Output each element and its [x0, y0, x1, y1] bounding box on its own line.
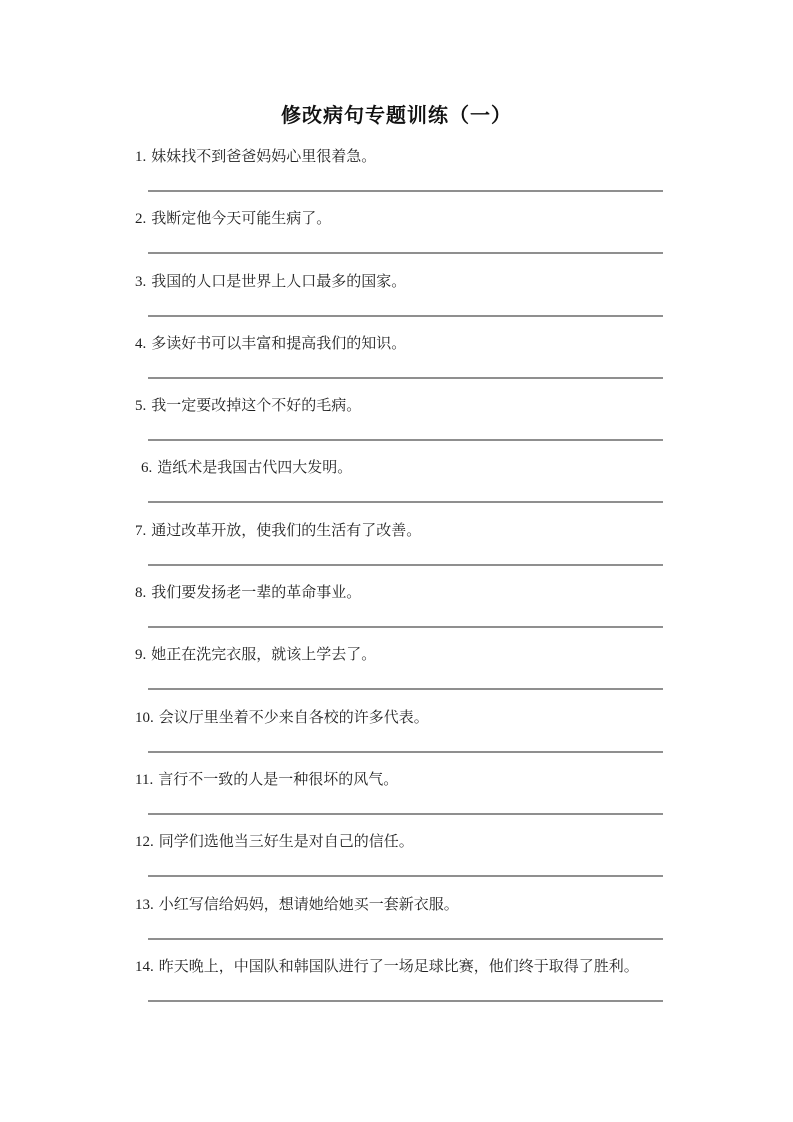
item-sentence: 妹妹找不到爸爸妈妈心里很着急。 [151, 149, 377, 165]
worksheet-item-6 [0, 458, 793, 520]
worksheet-item-4 [0, 334, 793, 396]
answer-blank-line-8[interactable] [148, 626, 663, 628]
answer-blank-line-1[interactable] [148, 190, 663, 192]
sentence-11 [135, 770, 398, 791]
item-number: 2. [135, 211, 147, 228]
item-number: 3. [135, 273, 147, 290]
worksheet-item-8 [0, 583, 793, 645]
item-number: 14. [135, 958, 154, 975]
item-sentence: 昨天晚上，中国队和韩国队进行了一场足球比赛，他们终于取得了胜利。 [158, 958, 639, 975]
sentence-5 [135, 396, 361, 417]
sentence-13 [135, 895, 459, 916]
answer-blank-line-11[interactable] [148, 813, 663, 815]
item-number: 5. [135, 398, 147, 415]
worksheet-items [0, 147, 793, 1019]
item-sentence: 言行不一致的人是一种很坏的风气。 [158, 771, 399, 788]
sentence-3 [135, 272, 406, 293]
sentence-9 [135, 645, 376, 666]
item-sentence: 她正在洗完衣服，就该上学去了。 [151, 647, 377, 664]
item-sentence: 造纸术是我国古代四大发明。 [157, 460, 353, 477]
worksheet-item-2 [0, 209, 793, 271]
sentence-1 [135, 147, 376, 168]
answer-blank-line-10[interactable] [148, 751, 663, 753]
sentence-14 [135, 957, 639, 978]
worksheet-item-11 [0, 770, 793, 832]
item-number: 4. [135, 335, 147, 352]
worksheet-item-9 [0, 645, 793, 707]
answer-blank-line-3[interactable] [148, 315, 663, 317]
answer-blank-line-4[interactable] [148, 377, 663, 379]
item-number: 8. [135, 585, 147, 602]
item-number: 9. [135, 647, 147, 664]
answer-blank-line-6[interactable] [148, 501, 663, 503]
answer-blank-line-5[interactable] [148, 439, 663, 441]
worksheet-item-1 [0, 147, 793, 209]
sentence-2 [135, 209, 331, 230]
answer-blank-line-7[interactable] [148, 564, 663, 566]
item-sentence: 小红写信给妈妈，想请她给她买一套新衣服。 [158, 896, 459, 913]
worksheet-item-7 [0, 521, 793, 583]
sentence-10 [135, 708, 429, 729]
item-number: 13. [135, 896, 154, 913]
answer-blank-line-2[interactable] [148, 252, 663, 254]
item-sentence: 通过改革开放，使我们的生活有了改善。 [151, 522, 422, 539]
answer-blank-line-13[interactable] [148, 938, 663, 940]
item-sentence: 我国的人口是世界上人口最多的国家。 [151, 273, 407, 290]
worksheet-item-13 [0, 895, 793, 957]
item-sentence: 我们要发扬老一辈的革命事业。 [151, 585, 362, 602]
item-number: 10. [135, 709, 154, 726]
item-number: 6. [141, 460, 153, 477]
item-sentence: 我断定他今天可能生病了。 [151, 211, 332, 228]
sentence-7 [135, 521, 421, 542]
sentence-4 [135, 334, 406, 355]
item-number: 7. [135, 522, 147, 539]
item-number: 12. [135, 834, 154, 851]
item-number: 1. [135, 149, 147, 165]
worksheet-item-12 [0, 832, 793, 894]
answer-blank-line-14[interactable] [148, 1000, 663, 1002]
sentence-8 [135, 583, 361, 604]
page-title: 修改病句专题训练（一） [281, 105, 512, 127]
item-sentence: 多读好书可以丰富和提高我们的知识。 [151, 335, 407, 352]
answer-blank-line-12[interactable] [148, 875, 663, 877]
item-sentence: 同学们选他当三好生是对自己的信任。 [158, 834, 414, 851]
worksheet-item-5 [0, 396, 793, 458]
worksheet-item-14 [0, 957, 793, 1019]
answer-blank-line-9[interactable] [148, 688, 663, 690]
item-sentence: 我一定要改掉这个不好的毛病。 [151, 398, 362, 415]
item-number: 11. [135, 771, 154, 788]
worksheet-item-3 [0, 272, 793, 334]
sentence-6 [141, 458, 352, 479]
sentence-12 [135, 832, 414, 853]
worksheet-item-10 [0, 708, 793, 770]
item-sentence: 会议厅里坐着不少来自各校的许多代表。 [158, 709, 429, 726]
